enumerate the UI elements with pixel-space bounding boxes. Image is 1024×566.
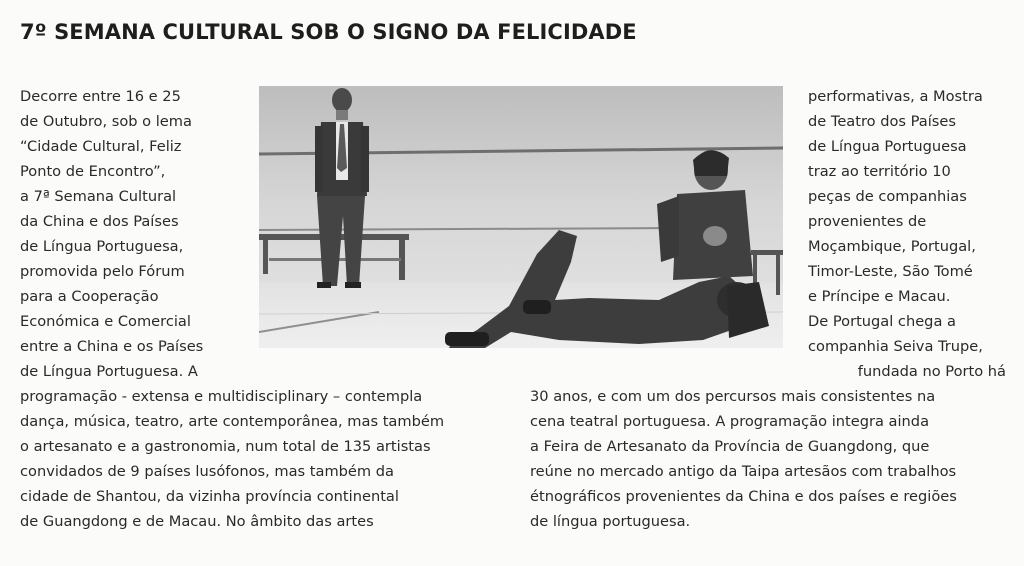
text-line: Ponto de Encontro”, [20,163,166,180]
text-line: da China e dos Países [20,213,179,230]
text-line: de língua portuguesa. [530,513,691,530]
article-column-left-upper [20,84,203,384]
article-column-left-lower [20,384,444,534]
text-line: a Feira de Artesanato da Província de Guangdong, que [530,438,930,455]
text-line: Económica e Comercial [20,313,191,330]
text-line: Moçambique, Portugal, [808,238,976,255]
text-line: cidade de Shantou, da vizinha província continental [20,488,399,505]
text-line: Timor-Leste, São Tomé [808,263,973,280]
text-line: fundada no Porto há [857,363,1006,380]
text-line: Decorre entre 16 e 25 [20,88,181,105]
text-line: “Cidade Cultural, Feliz [20,138,182,155]
text-line: a 7ª Semana Cultural [20,188,177,205]
theatre-scene-photo [259,86,783,348]
text-line: de Outubro, sob o lema [20,113,192,130]
text-line: programação - extensa e multidisciplinary – contempla [20,388,423,405]
text-line: para a Cooperação [20,288,159,305]
text-line: e Príncipe e Macau. [808,288,951,305]
text-line: promovida pelo Fórum [20,263,185,280]
text-line: 30 anos, e com um dos percursos mais consistentes na [530,388,936,405]
text-line: convidados de 9 países lusófonos, mas também da [20,463,394,480]
text-line: de Guangdong e de Macau. No âmbito das artes [20,513,374,530]
text-line: de Língua Portuguesa. A [20,363,198,380]
text-line: entre a China e os Países [20,338,204,355]
text-line: provenientes de [808,213,927,230]
text-line: de Língua Portuguesa, [20,238,184,255]
text-line: companhia Seiva Trupe, [808,338,983,355]
article-column-right-upper [808,84,1006,384]
text-line: performativas, a Mostra [808,88,983,105]
text-line: o artesanato e a gastronomia, num total de 135 artistas [20,438,431,455]
article-column-right-lower [530,384,957,534]
text-line: dança, música, teatro, arte contemporânea, mas também [20,413,445,430]
text-line: de Língua Portuguesa [808,138,967,155]
text-line: étnográficos provenientes da China e dos países e regiões [530,488,957,505]
text-line: de Teatro dos Países [808,113,956,130]
text-line: De Portugal chega a [808,313,956,330]
text-line: cena teatral portuguesa. A programação integra ainda [530,413,930,430]
article-headline: 7º SEMANA CULTURAL SOB O SIGNO DA FELICIDADE [20,20,637,44]
text-line: traz ao território 10 [808,163,951,180]
text-line: peças de companhias [808,188,967,205]
text-line: reúne no mercado antigo da Taipa artesãos com trabalhos [530,463,957,480]
